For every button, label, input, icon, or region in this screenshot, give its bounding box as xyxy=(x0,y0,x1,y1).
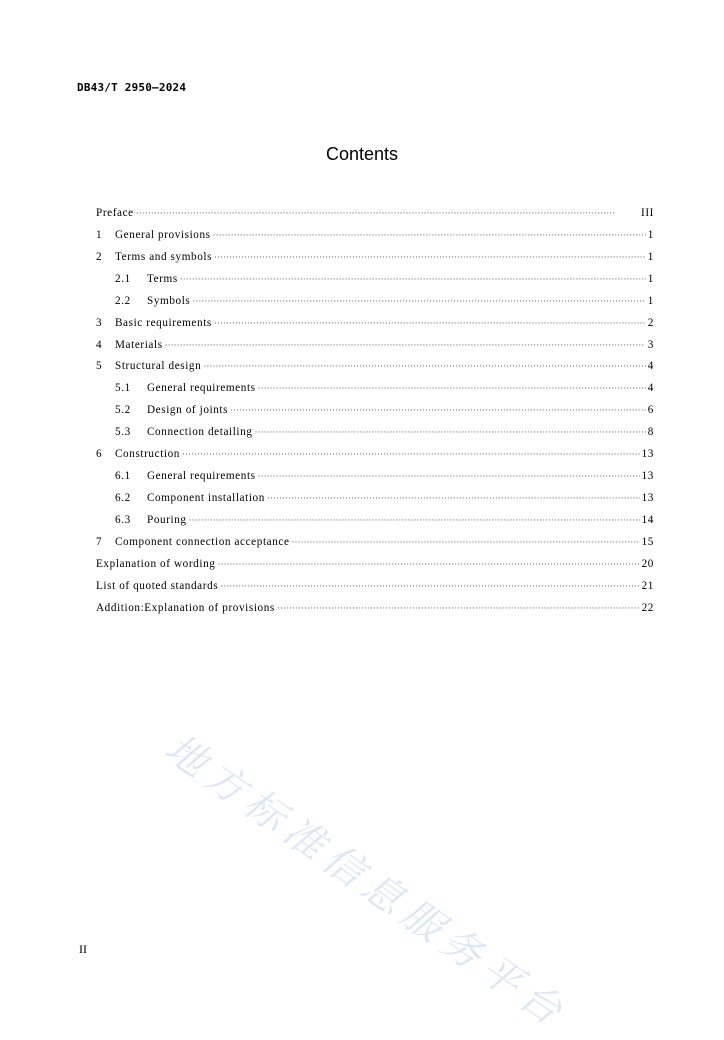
toc-entry-label: General provisions xyxy=(115,228,211,241)
toc-entry-page: III xyxy=(641,207,654,219)
toc-entry-page: 4 xyxy=(647,360,654,373)
toc-entry-label: Component installation xyxy=(147,491,265,504)
toc-entry-number: 4 xyxy=(96,338,103,351)
toc-entry-page: 1 xyxy=(647,272,654,285)
toc-entry-label: Terms and symbols xyxy=(115,250,213,263)
toc-entry-page: 1 xyxy=(647,250,654,263)
toc-entry-page: 14 xyxy=(641,513,654,526)
toc-entry[interactable] xyxy=(96,313,654,335)
toc-entry-page: 15 xyxy=(641,535,654,548)
toc-entry-number: 3 xyxy=(96,316,103,329)
toc-entry[interactable] xyxy=(96,576,654,598)
table-of-contents xyxy=(96,203,654,620)
toc-dot-leader xyxy=(214,313,646,335)
toc-dot-leader xyxy=(217,554,639,576)
toc-entry-label: Structural design xyxy=(115,360,202,373)
toc-entry[interactable] xyxy=(96,466,654,488)
toc-entry-page: 13 xyxy=(641,470,654,483)
toc-entry[interactable] xyxy=(96,554,654,576)
toc-entry-number: 2 xyxy=(96,250,103,263)
watermark: 地方标准信息服务平台 xyxy=(156,725,577,1039)
toc-entry[interactable] xyxy=(96,532,654,554)
toc-dot-leader xyxy=(213,225,646,247)
page-number: II xyxy=(79,942,87,956)
toc-entry-label: Terms xyxy=(147,272,178,285)
toc-entry-page: 21 xyxy=(641,579,654,592)
toc-entry[interactable] xyxy=(96,356,654,378)
toc-entry-page: 13 xyxy=(641,491,654,504)
toc-entry-page: 8 xyxy=(647,426,654,439)
toc-dot-leader xyxy=(189,510,640,532)
toc-dot-leader xyxy=(230,400,646,422)
toc-dot-leader xyxy=(136,203,639,225)
toc-dot-leader xyxy=(267,488,640,510)
toc-dot-leader xyxy=(203,356,645,378)
toc-entry[interactable] xyxy=(96,269,654,291)
toc-entry[interactable] xyxy=(96,422,654,444)
toc-entry-page: 1 xyxy=(647,294,654,307)
toc-entry-label: Symbols xyxy=(147,294,191,307)
toc-entry[interactable] xyxy=(96,203,654,225)
toc-entry[interactable] xyxy=(96,247,654,269)
toc-entry-number: 5 xyxy=(96,360,103,373)
toc-entry-number: 7 xyxy=(96,535,103,548)
toc-entry-number: 2.2 xyxy=(115,294,131,307)
toc-entry-label: General requirements xyxy=(147,470,256,483)
toc-entry-label: List of quoted standards xyxy=(96,579,219,592)
toc-dot-leader xyxy=(292,532,640,554)
toc-entry-page: 1 xyxy=(647,228,654,241)
toc-entry-number: 1 xyxy=(96,228,103,241)
toc-entry[interactable] xyxy=(96,335,654,357)
toc-entry-label: Design of joints xyxy=(147,404,229,417)
toc-entry[interactable] xyxy=(96,598,654,620)
toc-entry-page: 2 xyxy=(647,316,654,329)
toc-entry-label: Addition:Explanation of provisions xyxy=(96,601,275,614)
toc-dot-leader xyxy=(220,576,639,598)
toc-dot-leader xyxy=(258,378,646,400)
toc-entry-number: 6.1 xyxy=(115,470,131,483)
toc-dot-leader xyxy=(180,269,646,291)
toc-entry-label: Connection detailing xyxy=(147,426,253,439)
toc-entry[interactable] xyxy=(96,488,654,510)
toc-entry-page: 13 xyxy=(641,448,654,461)
toc-entry-label: General requirements xyxy=(147,382,256,395)
toc-dot-leader xyxy=(277,598,640,620)
toc-entry-number: 2.1 xyxy=(115,272,131,285)
toc-entry-label: Component connection acceptance xyxy=(115,535,290,548)
toc-entry-number: 6 xyxy=(96,448,103,461)
toc-entry-page: 4 xyxy=(647,382,654,395)
toc-entry-label: Construction xyxy=(115,448,181,461)
toc-entry-number: 6.2 xyxy=(115,491,131,504)
toc-dot-leader xyxy=(214,247,646,269)
toc-entry[interactable] xyxy=(96,378,654,400)
toc-entry-number: 6.3 xyxy=(115,513,131,526)
toc-entry-label: Basic requirements xyxy=(115,316,212,329)
toc-entry[interactable] xyxy=(96,510,654,532)
toc-entry-label: Preface xyxy=(96,207,134,219)
toc-dot-leader xyxy=(255,422,646,444)
toc-entry-page: 3 xyxy=(647,338,654,351)
toc-entry-page: 20 xyxy=(641,557,654,570)
toc-entry[interactable] xyxy=(96,400,654,422)
toc-entry[interactable] xyxy=(96,444,654,466)
page-title: Contents xyxy=(325,144,399,164)
toc-dot-leader xyxy=(165,335,646,357)
toc-entry-label: Explanation of wording xyxy=(96,557,216,570)
toc-entry-number: 5.1 xyxy=(115,382,131,395)
toc-dot-leader xyxy=(258,466,640,488)
toc-entry[interactable] xyxy=(96,225,654,247)
toc-entry-number: 5.3 xyxy=(115,426,131,439)
toc-entry-page: 22 xyxy=(641,601,654,614)
toc-dot-leader xyxy=(182,444,640,466)
toc-entry[interactable] xyxy=(96,291,654,313)
toc-entry-number: 5.2 xyxy=(115,404,131,417)
toc-entry-label: Pouring xyxy=(147,513,187,526)
toc-entry-page: 6 xyxy=(647,404,654,417)
document-code: DB43/T 2950—2024 xyxy=(77,81,187,94)
toc-dot-leader xyxy=(192,291,645,313)
toc-entry-label: Materials xyxy=(115,338,163,351)
